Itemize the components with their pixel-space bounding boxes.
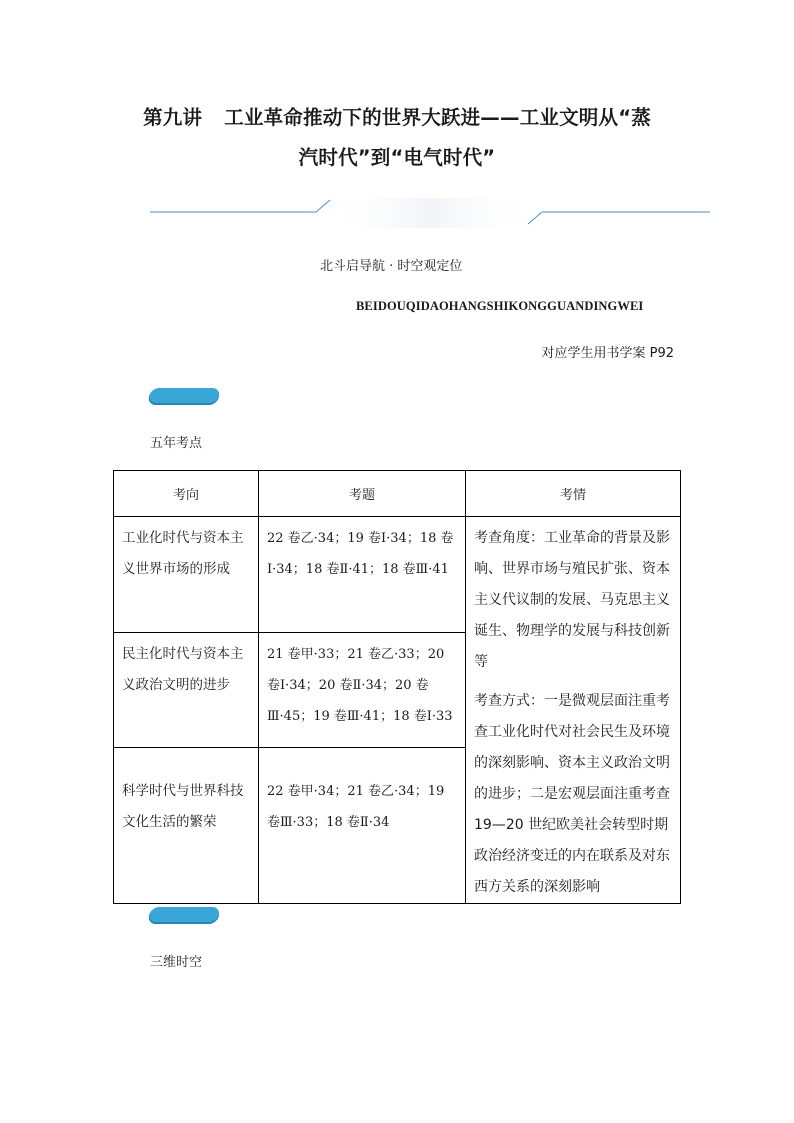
items-cell: 21 卷甲·33；21 卷乙·33；20 卷Ⅰ·34；20 卷Ⅱ·34；20 卷Ⅲ·45；19 卷Ⅲ·41；18 卷Ⅰ·33 <box>259 632 466 748</box>
lecture-title-part1: 工业革命推动下的世界大跃进——工业文明从“蒸 <box>224 106 651 129</box>
lecture-number: 第九讲 <box>143 106 203 129</box>
nav-heading-cn: 北斗启导航 · 时空观定位 <box>320 259 463 274</box>
exam-points-table <box>113 470 681 904</box>
table-header-row <box>114 471 681 517</box>
items-cell: 22 卷乙·34；19 卷Ⅰ·34；18 卷Ⅰ·34；18 卷Ⅱ·41；18 卷Ⅲ·41 <box>259 517 466 633</box>
info-cell <box>466 517 681 904</box>
info-method: 考查方式：一是微观层面注重考查工业化时代对社会民生及环境的深刻影响、资本主义政治文明的进步；二是宏观层面注重考查 19—20 世纪欧美社会转型时期政治经济变迁的内在联系及对东西方关系的深刻影响 <box>474 693 670 895</box>
direction-cell: 工业化时代与资本主义世界市场的形成 <box>114 517 259 633</box>
title-divider-decoration <box>0 192 794 232</box>
section-badge-2 <box>147 907 221 924</box>
textbook-reference: 对应学生用书学案 P92 <box>541 346 674 361</box>
header-info: 考情 <box>466 471 681 517</box>
direction-cell: 科学时代与世界科技文化生活的繁荣 <box>114 748 259 904</box>
page-title <box>110 98 684 178</box>
nav-heading-en: BEIDOUQIDAOHANGSHIKONGGUANDINGWEI <box>356 299 644 313</box>
section-label-three-dim: 三维时空 <box>150 955 203 970</box>
header-direction: 考向 <box>114 471 259 517</box>
direction-cell: 民主化时代与资本主义政治文明的进步 <box>114 632 259 748</box>
items-cell: 22 卷甲·34；21 卷乙·34；19 卷Ⅲ·33；18 卷Ⅱ·34 <box>259 748 466 904</box>
header-items: 考题 <box>259 471 466 517</box>
section-badge-1 <box>147 388 221 405</box>
title-line-1 <box>110 98 684 138</box>
section-label-five-year: 五年考点 <box>150 436 203 451</box>
info-angle: 考查角度：工业革命的背景及影响、世界市场与殖民扩张、资本主义代议制的发展、马克思主义诞生、物理学的发展与科技创新等 <box>474 530 670 670</box>
title-line-2: 汽时代”到“电气时代” <box>298 146 496 169</box>
table-row <box>114 517 681 633</box>
